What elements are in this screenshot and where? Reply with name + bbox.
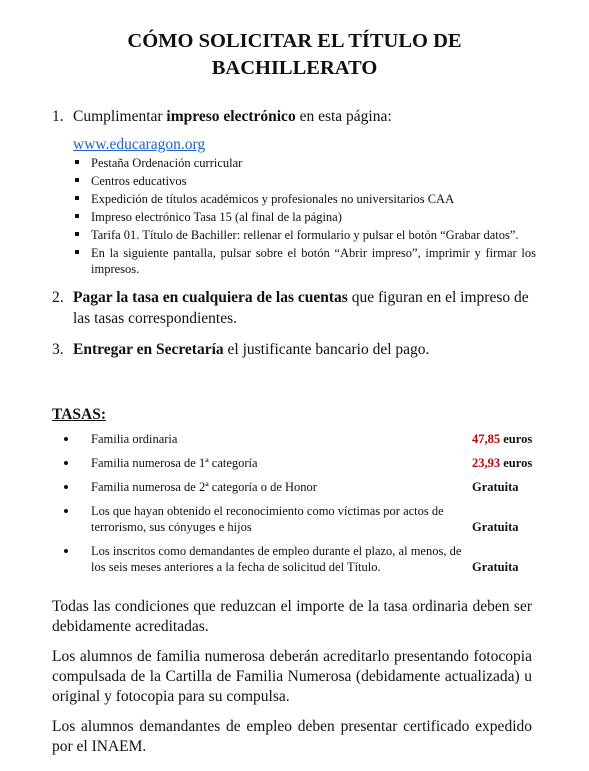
tasas-section (52, 405, 536, 583)
conditions-text (52, 597, 532, 767)
list-item-text: Centros educativos (91, 174, 187, 188)
fee-amount: Gratuita (472, 520, 519, 534)
step-bold-text: impreso electrónico (166, 108, 296, 125)
fee-amount-unit: euros (500, 432, 533, 446)
fee-amount: Gratuita (472, 560, 519, 574)
fee-item (52, 543, 536, 575)
fee-label: Familia numerosa de 2ª categoría o de Honor (91, 480, 317, 494)
bullet-icon (64, 509, 68, 513)
fee-amount: Gratuita (472, 480, 519, 494)
step-2 (52, 287, 536, 329)
fee-item (52, 479, 536, 495)
fee-label: Familia numerosa de 1ª categoría (91, 456, 258, 470)
step-number: 3. (52, 341, 64, 358)
page-title (0, 28, 589, 82)
step-3 (52, 339, 536, 360)
fee-label-line: Los que hayan obtenido el reconocimiento como víctimas por actos de (91, 504, 444, 518)
list-item (73, 191, 536, 207)
square-bullet-icon (75, 178, 79, 182)
list-item-text: Tarifa 01. Título de Bachiller: rellenar el formulario y pulsar el botón “Grabar datos”. (91, 228, 519, 242)
fees-list (52, 431, 536, 575)
fee-amount-number: 47,85 (472, 432, 501, 446)
tasas-heading: TASAS: (52, 406, 106, 423)
list-item-text: Expedición de títulos académicos y profesionales no universitarios CAA (91, 192, 455, 206)
list-item-text: En la siguiente pantalla, pulsar sobre el botón “Abrir impreso”, imprimir y firmar los impresos. (91, 246, 536, 276)
step-number: 1. (52, 108, 64, 125)
list-item (73, 155, 536, 171)
fee-item (52, 431, 536, 447)
list-item (73, 245, 536, 277)
square-bullet-icon (75, 196, 79, 200)
list-item-text: Impreso electrónico Tasa 15 (al final de la página) (91, 210, 342, 224)
paragraph: Todas las condiciones que reduzcan el importe de la tasa ordinaria deben ser debidamente acreditadas. (52, 598, 532, 635)
fee-label: Familia ordinaria (91, 432, 178, 446)
title-line-2: BACHILLERATO (211, 57, 378, 79)
list-item (73, 227, 536, 243)
bullet-icon (64, 485, 68, 489)
step-text: que figuran en el impreso de las tasas correspondientes. (73, 289, 529, 327)
step-bold-text: Entregar en Secretaría (73, 341, 224, 358)
list-item (73, 209, 536, 225)
bullet-icon (64, 549, 68, 553)
step-text: Cumplimentar (73, 108, 167, 125)
list-item-text: Pestaña Ordenación curricular (91, 156, 243, 170)
square-bullet-icon (75, 250, 79, 254)
fee-item (52, 503, 536, 535)
fee-amount (472, 455, 532, 471)
square-bullet-icon (75, 160, 79, 164)
educaragon-link[interactable]: www.educaragon.org (73, 136, 206, 153)
fee-amount (472, 431, 532, 447)
steps-list (52, 106, 536, 360)
square-bullet-icon (75, 232, 79, 236)
step-number: 2. (52, 289, 64, 306)
step-1-sublist (73, 155, 536, 277)
square-bullet-icon (75, 214, 79, 218)
step-bold-text: Pagar la tasa en cualquiera de las cuentas (73, 289, 348, 306)
bullet-icon (64, 437, 68, 441)
fee-label: los seis meses anteriores a la fecha de solicitud del Título. (91, 560, 381, 574)
fee-item (52, 455, 536, 471)
step-text: el justificante bancario del pago. (223, 341, 430, 358)
list-item (73, 173, 536, 189)
fee-amount-number: 23,93 (472, 456, 501, 470)
fee-amount-unit: euros (500, 456, 533, 470)
step-1 (52, 106, 536, 277)
fee-label: terrorismo, sus cónyuges e hijos (91, 520, 252, 534)
bullet-icon (64, 461, 68, 465)
step-text: en esta página: (295, 108, 392, 125)
paragraph: Los alumnos de familia numerosa deberán acreditarlo presentando fotocopia compulsada de la Cartilla de Familia Numerosa (debidamente actualizada) u original y fotocopia para su compulsa. (52, 648, 532, 705)
title-line-1: CÓMO SOLICITAR EL TÍTULO DE (127, 30, 462, 52)
fee-label-line: Los inscritos como demandantes de empleo durante el plazo, al menos, de (91, 544, 462, 558)
paragraph: Los alumnos demandantes de empleo deben presentar certificado expedido por el INAEM. (52, 718, 532, 755)
